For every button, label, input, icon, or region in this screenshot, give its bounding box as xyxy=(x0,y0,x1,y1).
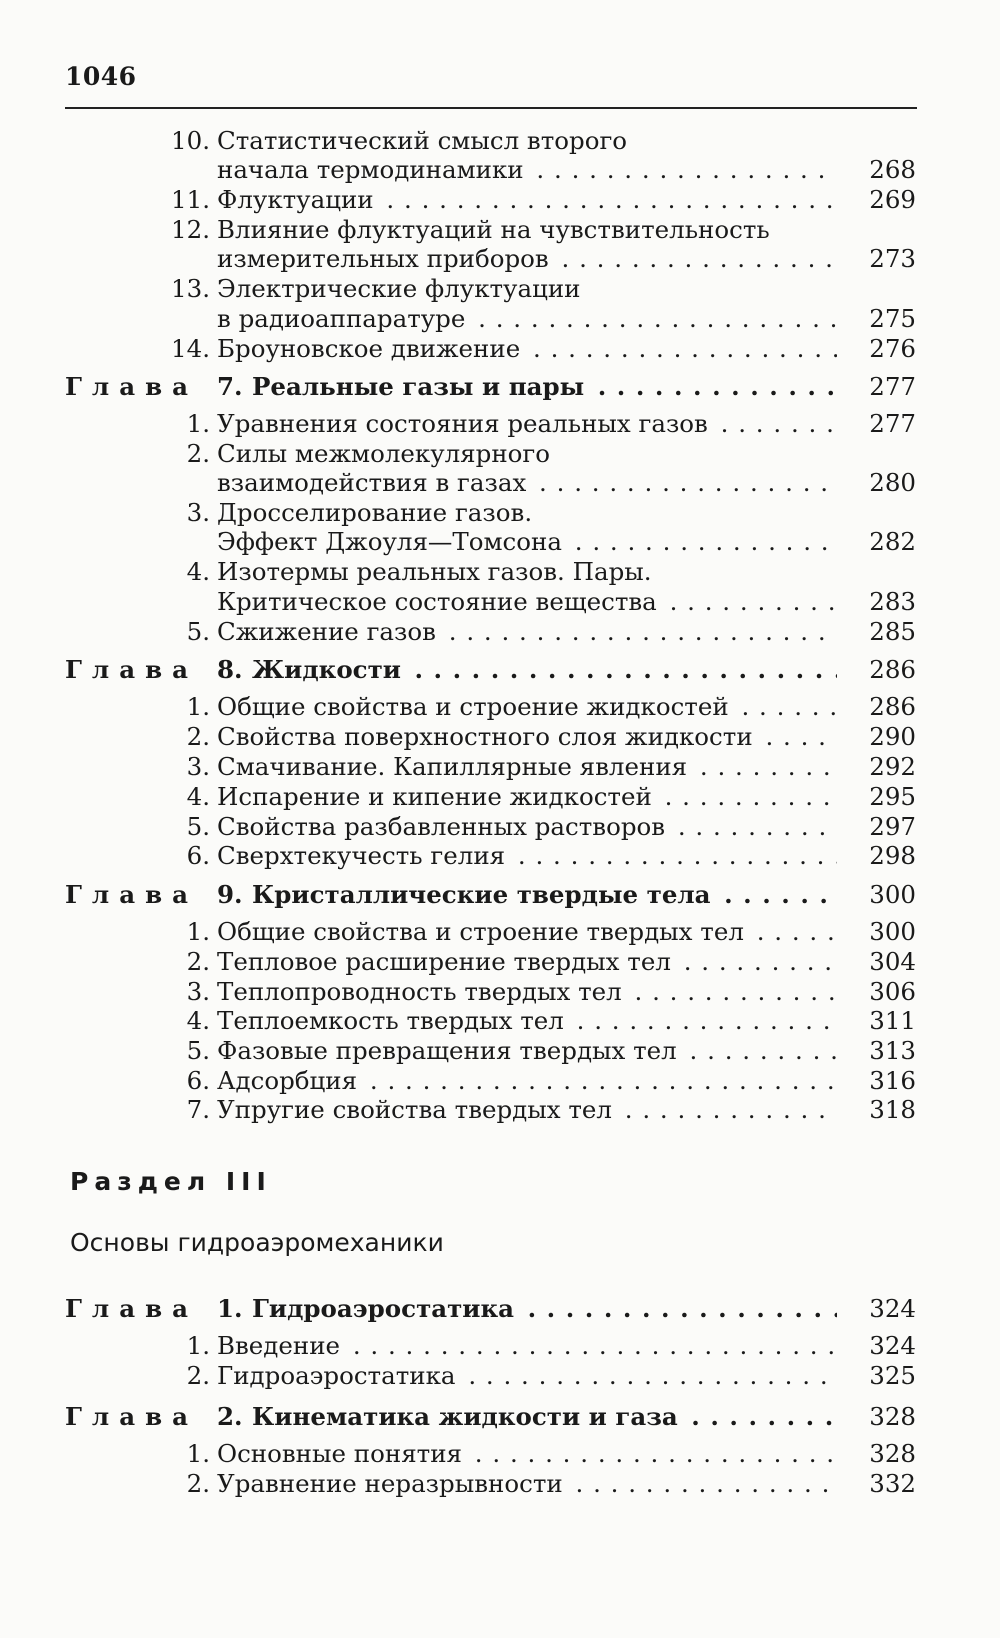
entry-leader xyxy=(217,1331,837,1361)
entry-page-number: 311 xyxy=(869,1006,916,1035)
header-rule xyxy=(65,107,917,109)
entry-title: Теплопроводность твердых тел xyxy=(217,977,626,1006)
entry-number: 5. xyxy=(186,617,210,646)
toc-chapter-row xyxy=(0,655,1000,685)
entry-number: 2. xyxy=(217,1402,243,1431)
entry-leader xyxy=(217,1439,837,1469)
entry-leader xyxy=(217,1469,837,1499)
entry-title: Реальные газы и пары xyxy=(252,372,588,401)
entry-page-number: 285 xyxy=(869,617,916,646)
entry-number: 6. xyxy=(186,1066,210,1095)
entry-title: Изотермы реальных газов. Пары. xyxy=(217,557,656,586)
entry-leader xyxy=(252,1294,837,1324)
entry-page-number: 277 xyxy=(869,409,916,438)
entry-title: Сверхтекучесть гелия xyxy=(217,841,509,870)
toc-entry-row xyxy=(0,617,1000,647)
entry-leader xyxy=(217,1361,837,1391)
entry-number: 1. xyxy=(186,409,210,438)
entry-title: Упругие свойства твердых тел xyxy=(217,1095,616,1124)
entry-page-number: 313 xyxy=(869,1036,916,1065)
entry-leader xyxy=(217,947,837,977)
toc-entry-row xyxy=(0,1066,1000,1096)
entry-leader xyxy=(217,334,837,364)
toc-entry-row xyxy=(0,439,1000,469)
entry-leader xyxy=(217,244,837,274)
entry-page-number: 286 xyxy=(869,655,916,684)
entry-number: 5. xyxy=(186,812,210,841)
entry-title: взаимодействия в газах xyxy=(217,468,530,497)
entry-number: 6. xyxy=(186,841,210,870)
entry-title: Общие свойства и строение жидкостей xyxy=(217,692,733,721)
entry-number: 9. xyxy=(217,880,243,909)
toc-entry-row xyxy=(0,1469,1000,1499)
entry-leader xyxy=(217,812,837,842)
toc-entry-row xyxy=(0,304,1000,334)
toc-entry-row xyxy=(0,1095,1000,1125)
entry-page-number: 275 xyxy=(869,304,916,333)
entry-page-number: 328 xyxy=(869,1439,916,1468)
entry-title: Фазовые превращения твердых тел xyxy=(217,1036,681,1065)
entry-page-number: 306 xyxy=(869,977,916,1006)
section-title: Основы гидроаэромеханики xyxy=(70,1228,444,1257)
entry-title: Броуновское движение xyxy=(217,334,524,363)
entry-page-number: 282 xyxy=(869,527,916,556)
entry-leader xyxy=(252,880,837,910)
entry-title: Тепловое расширение твердых тел xyxy=(217,947,675,976)
entry-page-number: 300 xyxy=(869,880,916,909)
entry-number: 2. xyxy=(186,439,210,468)
toc-entry-row xyxy=(0,1439,1000,1469)
entry-number: 4. xyxy=(186,557,210,586)
entry-page-number: 324 xyxy=(869,1331,916,1360)
entry-page-number: 328 xyxy=(869,1402,916,1431)
toc-entry-row xyxy=(0,334,1000,364)
entry-title: Критическое состояние вещества xyxy=(217,587,661,616)
entry-title: Гидроаэростатика xyxy=(252,1294,518,1323)
toc-entry-row xyxy=(0,1331,1000,1361)
entry-number: 8. xyxy=(217,655,243,684)
entry-title: Испарение и кипение жидкостей xyxy=(217,782,656,811)
entry-page-number: 300 xyxy=(869,917,916,946)
toc-entry-row xyxy=(0,498,1000,528)
entry-leader xyxy=(217,1036,837,1066)
entry-page-number: 277 xyxy=(869,372,916,401)
entry-title: Влияние флуктуаций на чувствительность xyxy=(217,215,774,244)
entry-title: Свойства разбавленных растворов xyxy=(217,812,669,841)
entry-leader xyxy=(217,722,837,752)
entry-leader xyxy=(217,155,837,185)
entry-leader xyxy=(217,782,837,812)
toc-chapter-row xyxy=(0,1402,1000,1432)
entry-title: Общие свойства и строение твердых тел xyxy=(217,917,748,946)
entry-title: Свойства поверхностного слоя жидкости xyxy=(217,722,757,751)
entry-leader xyxy=(217,587,837,617)
toc-entry-row xyxy=(0,1006,1000,1036)
toc-entry-row xyxy=(0,692,1000,722)
toc-entry-row xyxy=(0,244,1000,274)
entry-page-number: 297 xyxy=(869,812,916,841)
entry-leader xyxy=(252,372,837,402)
entry-page-number: 298 xyxy=(869,841,916,870)
chapter-word: Глава xyxy=(65,1294,198,1323)
entry-number: 1. xyxy=(186,917,210,946)
entry-leader xyxy=(252,1402,837,1432)
entry-title: в радиоаппаратуре xyxy=(217,304,469,333)
entry-number: 2. xyxy=(186,1361,210,1390)
toc-entry-row xyxy=(0,841,1000,871)
entry-title: Эффект Джоуля—Томсона xyxy=(217,527,566,556)
toc-entry-row xyxy=(0,947,1000,977)
toc-entry-row xyxy=(0,557,1000,587)
entry-number: 13. xyxy=(171,274,210,303)
entry-title: Флуктуации xyxy=(217,185,378,214)
entry-title: измерительных приборов xyxy=(217,244,553,273)
entry-leader xyxy=(217,304,837,334)
entry-number: 3. xyxy=(186,498,210,527)
entry-leader xyxy=(217,617,837,647)
toc-entry-row xyxy=(0,917,1000,947)
entry-title: Статистический смысл второго xyxy=(217,126,631,155)
entry-page-number: 280 xyxy=(869,468,916,497)
entry-number: 1. xyxy=(217,1294,243,1323)
entry-leader xyxy=(252,655,837,685)
chapter-word: Глава xyxy=(65,1402,198,1431)
entry-title: Кристаллические твердые тела xyxy=(252,880,715,909)
entry-number: 7. xyxy=(217,372,243,401)
chapter-word: Глава xyxy=(65,880,198,909)
entry-page-number: 290 xyxy=(869,722,916,751)
entry-leader xyxy=(217,1066,837,1096)
entry-title: Смачивание. Капиллярные явления xyxy=(217,752,691,781)
toc-entry-row xyxy=(0,215,1000,245)
entry-leader xyxy=(217,527,837,557)
toc-entry-row xyxy=(0,812,1000,842)
entry-number: 1. xyxy=(186,1439,210,1468)
toc-chapter-row xyxy=(0,372,1000,402)
toc-entry-row xyxy=(0,468,1000,498)
toc-entry-row xyxy=(0,155,1000,185)
entry-title: Силы межмолекулярного xyxy=(217,439,554,468)
entry-number: 2. xyxy=(186,947,210,976)
entry-title: Теплоемкость твердых тел xyxy=(217,1006,568,1035)
section-heading: Раздел III xyxy=(70,1167,272,1196)
entry-number: 1. xyxy=(186,692,210,721)
entry-title: Основные понятия xyxy=(217,1439,466,1468)
entry-leader xyxy=(217,1006,837,1036)
entry-leader xyxy=(217,498,837,528)
entry-page-number: 276 xyxy=(869,334,916,363)
toc-entry-row xyxy=(0,185,1000,215)
entry-page-number: 286 xyxy=(869,692,916,721)
toc-chapter-row xyxy=(0,880,1000,910)
entry-number: 12. xyxy=(171,215,210,244)
entry-title: Кинематика жидкости и газа xyxy=(252,1402,682,1431)
entry-page-number: 269 xyxy=(869,185,916,214)
entry-number: 3. xyxy=(186,977,210,1006)
entry-title: Уравнение неразрывности xyxy=(217,1469,567,1498)
toc-entry-row xyxy=(0,1036,1000,1066)
toc-entry-row xyxy=(0,752,1000,782)
entry-page-number: 318 xyxy=(869,1095,916,1124)
entry-page-number: 268 xyxy=(869,155,916,184)
toc-entry-row xyxy=(0,409,1000,439)
entry-page-number: 325 xyxy=(869,1361,916,1390)
entry-leader xyxy=(217,215,837,245)
toc-entry-row xyxy=(0,1361,1000,1391)
entry-number: 1. xyxy=(186,1331,210,1360)
entry-title: Сжижение газов xyxy=(217,617,440,646)
entry-number: 2. xyxy=(186,722,210,751)
toc-entry-row xyxy=(0,722,1000,752)
chapter-word: Глава xyxy=(65,655,198,684)
entry-page-number: 283 xyxy=(869,587,916,616)
toc-entry-row xyxy=(0,587,1000,617)
entry-leader xyxy=(217,557,837,587)
entry-number: 14. xyxy=(171,334,210,363)
entry-page-number: 316 xyxy=(869,1066,916,1095)
entry-leader xyxy=(217,409,837,439)
toc-entry-row xyxy=(0,977,1000,1007)
entry-leader xyxy=(217,274,837,304)
entry-number: 4. xyxy=(186,1006,210,1035)
toc-entry-row xyxy=(0,274,1000,304)
page-number: 1046 xyxy=(65,62,137,91)
entry-number: 4. xyxy=(186,782,210,811)
entry-leader xyxy=(217,977,837,1007)
entry-leader xyxy=(217,692,837,722)
entry-page-number: 295 xyxy=(869,782,916,811)
entry-number: 5. xyxy=(186,1036,210,1065)
entry-leader xyxy=(217,841,837,871)
entry-leader xyxy=(217,752,837,782)
toc-chapter-row xyxy=(0,1294,1000,1324)
entry-page-number: 304 xyxy=(869,947,916,976)
toc-entry-row xyxy=(0,126,1000,156)
entry-number: 7. xyxy=(186,1095,210,1124)
entry-title: Уравнения состояния реальных газов xyxy=(217,409,712,438)
entry-leader xyxy=(217,439,837,469)
entry-page-number: 292 xyxy=(869,752,916,781)
entry-leader xyxy=(217,126,837,156)
entry-leader xyxy=(217,468,837,498)
entry-leader xyxy=(217,1095,837,1125)
entry-number: 3. xyxy=(186,752,210,781)
entry-number: 10. xyxy=(171,126,210,155)
entry-title: Адсорбция xyxy=(217,1066,361,1095)
entry-leader xyxy=(217,185,837,215)
entry-title: Жидкости xyxy=(252,655,405,684)
entry-page-number: 324 xyxy=(869,1294,916,1323)
entry-page-number: 332 xyxy=(869,1469,916,1498)
toc-entry-row xyxy=(0,782,1000,812)
entry-title: Дросселирование газов. xyxy=(217,498,536,527)
entry-title: начала термодинамики xyxy=(217,155,528,184)
chapter-word: Глава xyxy=(65,372,198,401)
entry-leader xyxy=(217,917,837,947)
toc-entry-row xyxy=(0,527,1000,557)
entry-title: Электрические флуктуации xyxy=(217,274,585,303)
entry-title: Гидроаэростатика xyxy=(217,1361,460,1390)
entry-page-number: 273 xyxy=(869,244,916,273)
entry-number: 2. xyxy=(186,1469,210,1498)
entry-title: Введение xyxy=(217,1331,344,1360)
entry-number: 11. xyxy=(171,185,210,214)
